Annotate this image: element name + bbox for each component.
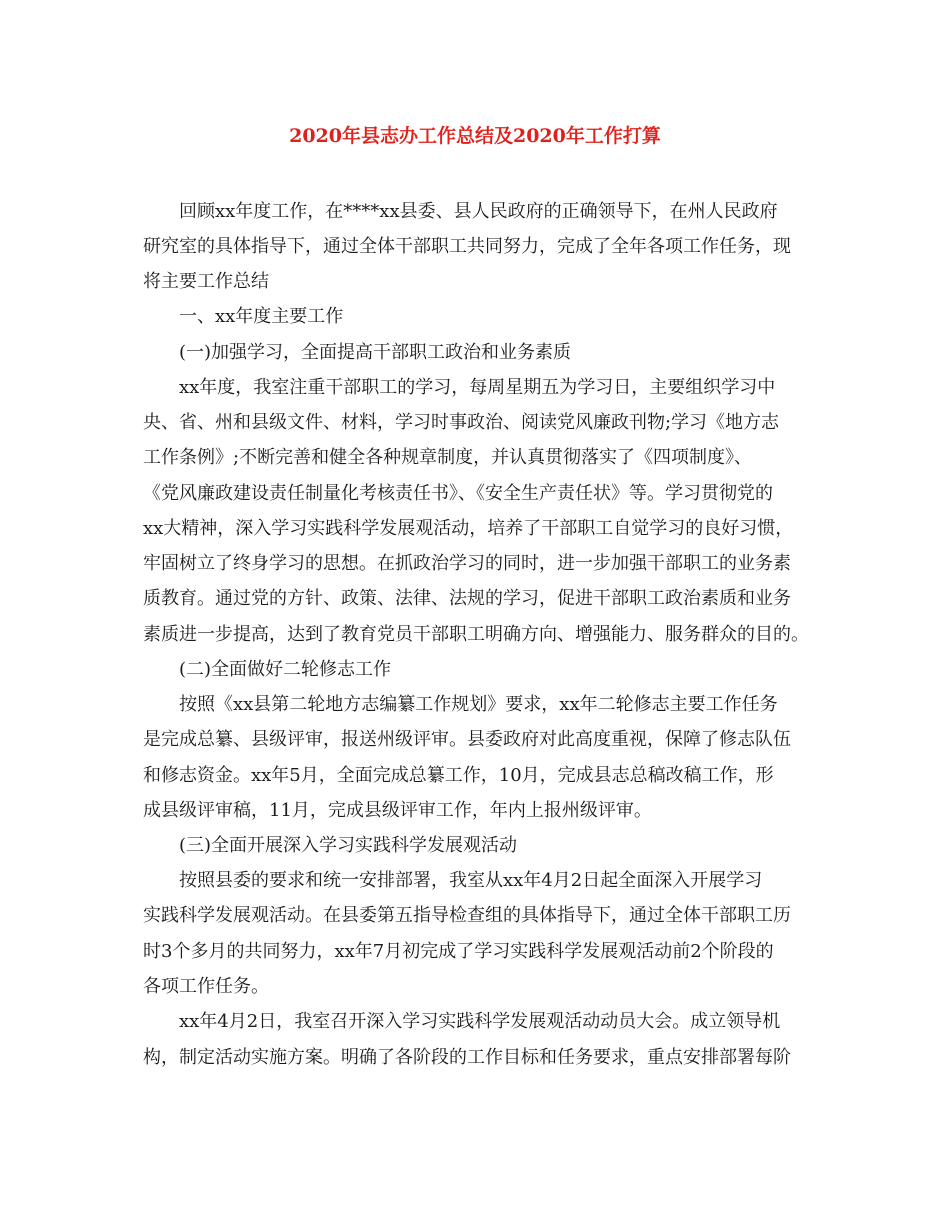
text-line: xx大精神，深入学习实践科学发展观活动，培养了干部职工自觉学习的良好习惯， [143, 518, 794, 539]
text-line: 按照县委的要求和统一安排部署，我室从xx年4月2日起全面深入开展学习 [143, 870, 763, 891]
text-line: 各项工作任务。 [143, 976, 269, 997]
text-line: 牢固树立了终身学习的思想。在抓政治学习的同时，进一步加强干部职工的业务素 [143, 553, 791, 574]
text-line: 素质进一步提高，达到了教育党员干部职工明确方向、增强能力、服务群众的目的。 [143, 624, 809, 645]
section-heading: 一、xx年度主要工作 [143, 306, 344, 327]
text-line: xx年4月2日，我室召开深入学习实践科学发展观活动动员大会。成立领导机 [143, 1011, 781, 1032]
text-line: 质教育。通过党的方针、政策、法律、法规的学习，促进干部职工政治素质和业务 [143, 588, 791, 609]
subsection-heading: (一)加强学习，全面提高干部职工政治和业务素质 [143, 342, 572, 363]
text-line: 研究室的具体指导下，通过全体干部职工共同努力，完成了全年各项工作任务，现 [143, 236, 791, 257]
text-line: 回顾xx年度工作，在****xx县委、县人民政府的正确领导下，在州人民政府 [143, 201, 778, 222]
text-line: 实践科学发展观活动。在县委第五指导检查组的具体指导下，通过全体干部职工历 [143, 905, 791, 926]
text-line: 《党风廉政建设责任制量化考核责任书》、《安全生产责任状》等。学习贯彻党的 [143, 483, 773, 504]
text-line: 工作条例》;不断完善和健全各种规章制度，并认真贯彻落实了《四项制度》、 [143, 447, 753, 468]
text-line: 央、省、州和县级文件、材料，学习时事政治、阅读党风廉政刊物;学习《地方志 [143, 412, 780, 433]
subsection-heading: (三)全面开展深入学习实践科学发展观活动 [143, 835, 518, 856]
text-line: 和修志资金。xx年5月，全面完成总纂工作，10月，完成县志总稿改稿工作，形 [143, 765, 774, 786]
subsection-heading: (二)全面做好二轮修志工作 [143, 659, 392, 680]
text-line: 是完成总纂、县级评审，报送州级评审。县委政府对此高度重视，保障了修志队伍 [143, 729, 791, 750]
text-line: 时3个多月的共同努力，xx年7月初完成了学习实践科学发展观活动前2个阶段的 [143, 941, 774, 962]
document-title: 2020年县志办工作总结及2020年工作打算 [289, 125, 661, 147]
text-line: 成县级评审稿，11月，完成县级评审工作，年内上报州级评审。 [143, 800, 652, 821]
text-line: 构，制定活动实施方案。明确了各阶段的工作目标和任务要求，重点安排部署每阶 [143, 1047, 791, 1068]
text-line: xx年度，我室注重干部职工的学习，每周星期五为学习日，主要组织学习中 [143, 377, 776, 398]
text-line: 将主要工作总结 [143, 271, 269, 292]
text-line: 按照《xx县第二轮地方志编纂工作规划》要求，xx年二轮修志主要工作任务 [143, 694, 778, 715]
